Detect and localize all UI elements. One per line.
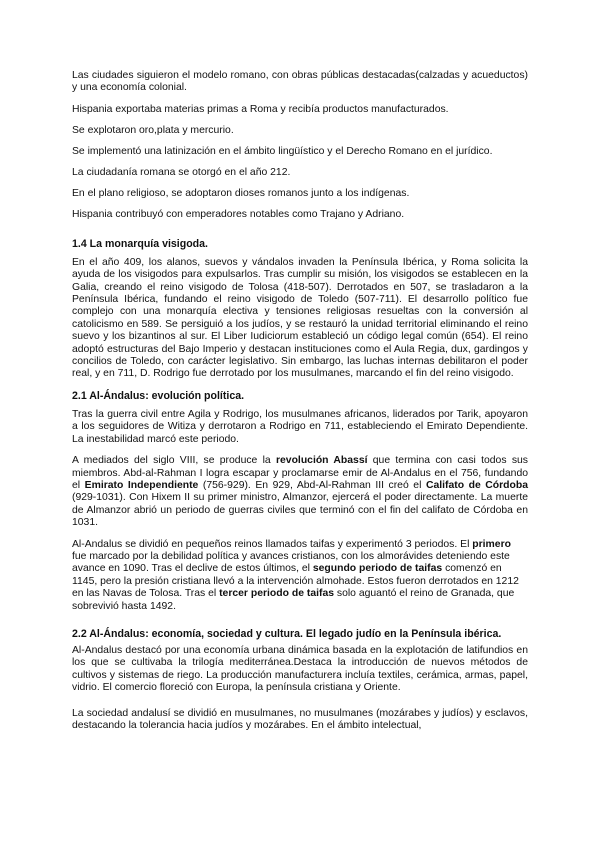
intro-paragraph-emperors: Hispania contribuyó con emperadores notables como Trajano y Adriano.	[72, 208, 405, 220]
paragraph-society: La sociedad andalusí se dividió en musulmanes, no musulmanes (mozárabes y judíos) y esclavos, destacando la tolerancia hacia judíos y mozárabes. En el ámbito intelectual,	[72, 707, 528, 731]
intro-paragraph-mining: Se explotaron oro,plata y mercurio.	[72, 124, 234, 136]
section-heading-alandalus-politics: 2.1 Al-Ándalus: evolución política.	[72, 389, 245, 402]
paragraph-emirate-dependent: Tras la guerra civil entre Agila y Rodrigo, los musulmanes africanos, liderados por Tarik, apoyaron a los seguidores de Witiza y derrotaron a Rodrigo en 711, estableciendo el Emirato Dependiente. La inestabilidad marcó este periodo.	[72, 408, 528, 445]
intro-paragraph-religion: En el plano religioso, se adoptaron dioses romanos junto a los indígenas.	[72, 187, 410, 199]
intro-paragraph-latinization: Se implementó una latinización en el ámbito lingüístico y el Derecho Romano en el jurídico.	[72, 145, 493, 157]
bold-term: Califato de Córdoba	[425, 479, 528, 491]
bold-term: primero	[472, 538, 511, 550]
intro-paragraph-cities: Las ciudades siguieron el modelo romano, con obras públicas destacadas(calzadas y acueductos) y una economía colonial.	[72, 70, 528, 94]
bold-term: revolución Abassí	[275, 455, 368, 467]
paragraph-economy: Al-Andalus destacó por una economía urbana dinámica basada en la explotación de latifundios en los que se cultivaba la trilogía mediterránea.Destaca la introducción de nuevos métodos de cultivos y sistemas de riego. La producción manufacturera incluía textiles, cerámica, armas, papel, vidrio. El comercio floreció con Europa, la península cristiana y Oriente.	[72, 644, 528, 694]
bold-term: Emirato Independiente	[84, 479, 199, 491]
paragraph-emirate-caliphate: A mediados del siglo VIII, se produce la revolución Abassí que termina con casi todos sus miembros. Abd-al-Rahman I logra escapar y proclamarse emir de Al-Andalus en el 756, fundando el Emirato Independiente (756-929). En 929, Abd-Al-Rahman III creó el Califato de Córdoba (929-1031). Con Hixem II su primer ministro, Almanzor, ejercerá el poder directamente. La muerte de Almanzor abrió un periodo de guerras civiles que terminó con el fin del califato de Córdoba en 1031.	[72, 455, 528, 529]
bold-term: tercer periodo de taifas	[219, 588, 335, 600]
document-page	[72, 70, 528, 732]
paragraph-taifas: Al-Andalus se dividió en pequeños reinos llamados taifas y experimentó 3 periodos. El primero fue marcado por la debilidad política y avances cristianos, con los almorávides deteniendo este avance en 1090. Tras el declive de estos últimos, el segundo periodo de taifas comenzó en 1145, pero la presión cristiana llevó a la intervención almohade. Estos fueron derrotados en 1212 en las Navas de Tolosa. Tras el tercer periodo de taifas solo aguantó el reino de Granada, que sobrevivió hasta 1492.	[72, 538, 519, 612]
bold-term: segundo periodo de taifas	[312, 563, 443, 575]
section-heading-visigoths: 1.4 La monarquía visigoda.	[72, 237, 208, 250]
section-heading-alandalus-economy: 2.2 Al-Ándalus: economía, sociedad y cultura. El legado judío en la Península ibérica.	[72, 627, 502, 640]
intro-paragraph-exports: Hispania exportaba materias primas a Roma y recibía productos manufacturados.	[72, 103, 449, 115]
section-body-visigoths: En el año 409, los alanos, suevos y vándalos invaden la Península Ibérica, y Roma solicita la ayuda de los visigodos para expulsarlos. Tras cumplir su misión, los visigodos se establecen en la Galia, creando el reino visigodo de Tolosa (418-507). Derrotados en 507, se trasladaron a la Península Ibérica, fundando el reino visigodo de Toledo (507-711). El desarrollo político fue complejo con una monarquía electiva y tensiones religiosas resueltas con la conversión al catolicismo en 589. Se persiguió a los judíos, y se restauró la unidad territorial eliminando el reino suevo y los bizantinos al sur. El Liber Iudiciorum estableció un código legal común (654). El reino adoptó estructuras del Bajo Imperio y destacan instituciones como el Aula Regia, dux, gardingos y concilios de Toledo, con carácter legislativo. Sin embargo, las luchas internas debilitaron el poder real, y en 711, D. Rodrigo fue derrotado por los musulmanes, marcando el fin del reino visigodo.	[72, 256, 528, 380]
intro-paragraph-citizenship: La ciudadanía romana se otorgó en el año 212.	[72, 166, 291, 178]
